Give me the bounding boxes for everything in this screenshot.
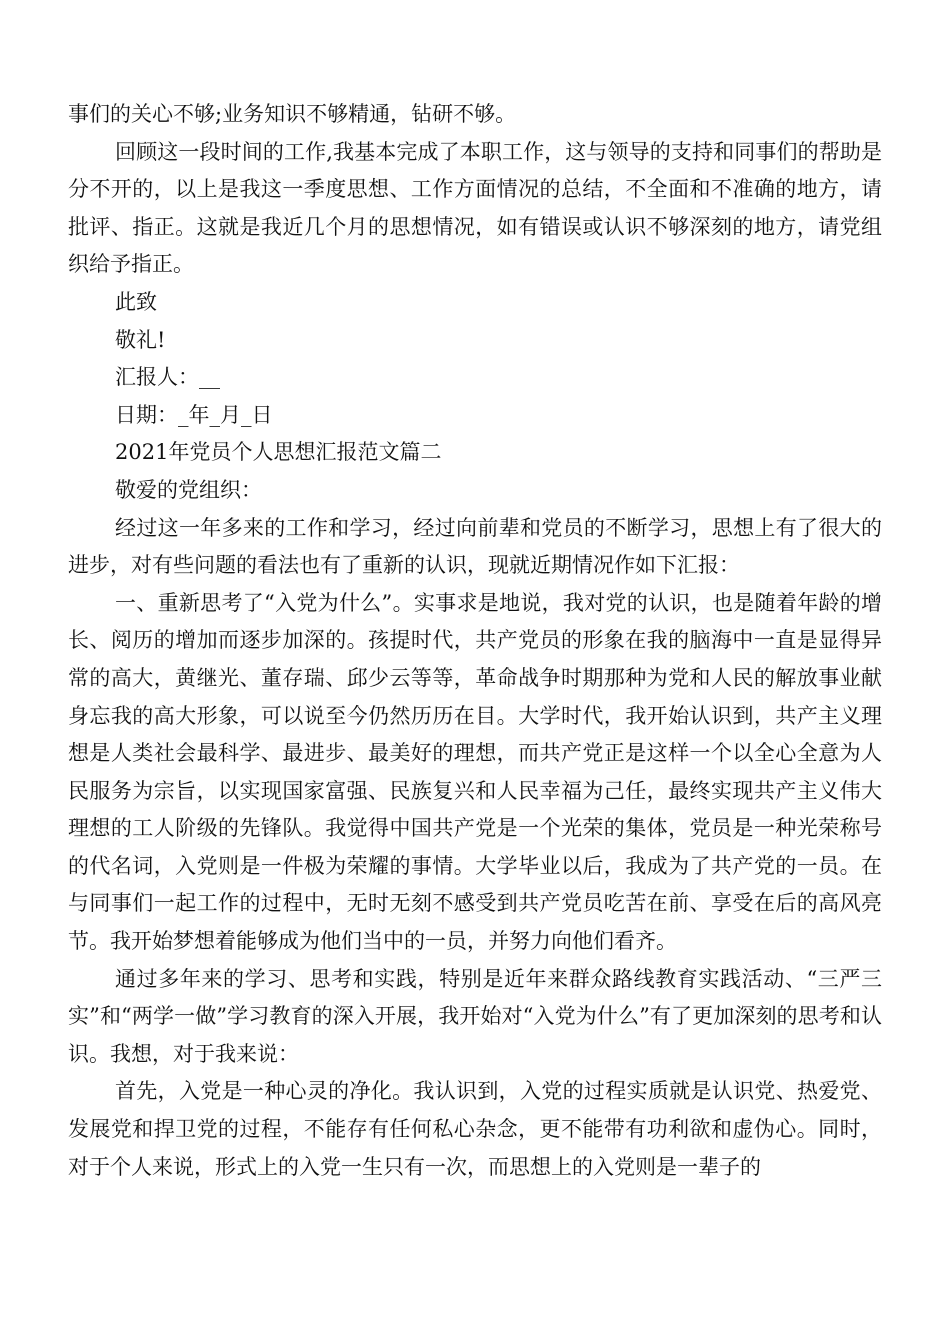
section-title: 2021年党员个人思想汇报范文篇二 (115, 440, 442, 465)
closing-salutation: 此致 (115, 289, 157, 314)
closing-regards: 敬礼! (115, 327, 166, 352)
paragraph-point-one: 一、重新思考了“入党为什么”。实事求是地说，我对党的认识，也是随着年龄的增长、阅历的增加而逐步加深的。孩提时代，共产党员的形象在我的脑海中一直是显得异常的高大，黄继光、董存瑞、邱少云等等，革命战争时期那种为党和人民的解放事业献身忘我的高大形象，可以说至今仍然历历在目。大学时代，我开始认识到，共产主义理想是人类社会最科学、最进步、最美好的理想，而共产党正是这样一个以全心全意为人民服务为宗旨，以实现国家富强、民族复兴和人民幸福为己任，最终实现共产主义伟大理想的工人阶级的先锋队。我觉得中国共产党是一个光荣的集体，党员是一种光荣称号的代名词，入党则是一件极为荣耀的事情。大学毕业以后，我成为了共产党的一员。在与同事们一起工作的过程中，无时无刻不感受到共产党员吃苦在前、享受在后的高风亮节。我开始梦想着能够成为他们当中的一员，并努力向他们看齐。 (68, 590, 882, 954)
paragraph-1: 事们的关心不够;业务知识不够精通，钻研不够。 (68, 102, 517, 126)
reporter-line: 汇报人：__ (115, 365, 220, 390)
greeting: 敬爱的党组织： (115, 477, 262, 502)
paragraph-intro: 经过这一年多来的工作和学习，经过向前辈和党员的不断学习，思想上有了很大的进步，对有些问题的看法也有了重新的认识，现就近期情况作如下汇报： (68, 515, 882, 578)
paragraph-2: 回顾这一段时间的工作,我基本完成了本职工作，这与领导的支持和同事们的帮助是分不开的，以上是我这一季度思想、工作方面情况的总结，不全面和不准确的地方，请批评、指正。这就是我近几个月的思想情况，如有错误或认识不够深刻的地方，请党组织给予指正。 (68, 139, 882, 277)
paragraph-first: 首先，入党是一种心灵的净化。我认识到，入党的过程实质就是认识党、热爱党、发展党和捍卫党的过程，不能存有任何私心杂念，更不能带有功利欲和虚伪心。同时，对于个人来说，形式上的入党一生只有一次，而思想上的入党则是一辈子的 (68, 1079, 882, 1179)
date-line: 日期：_年_月_日 (115, 402, 273, 427)
paragraph-reflection: 通过多年来的学习、思考和实践，特别是近年来群众路线教育实践活动、“三严三实”和“两学一做”学习教育的深入开展，我开始对“入党为什么”有了更加深刻的思考和认识。我想，对于我来说： (68, 966, 882, 1066)
